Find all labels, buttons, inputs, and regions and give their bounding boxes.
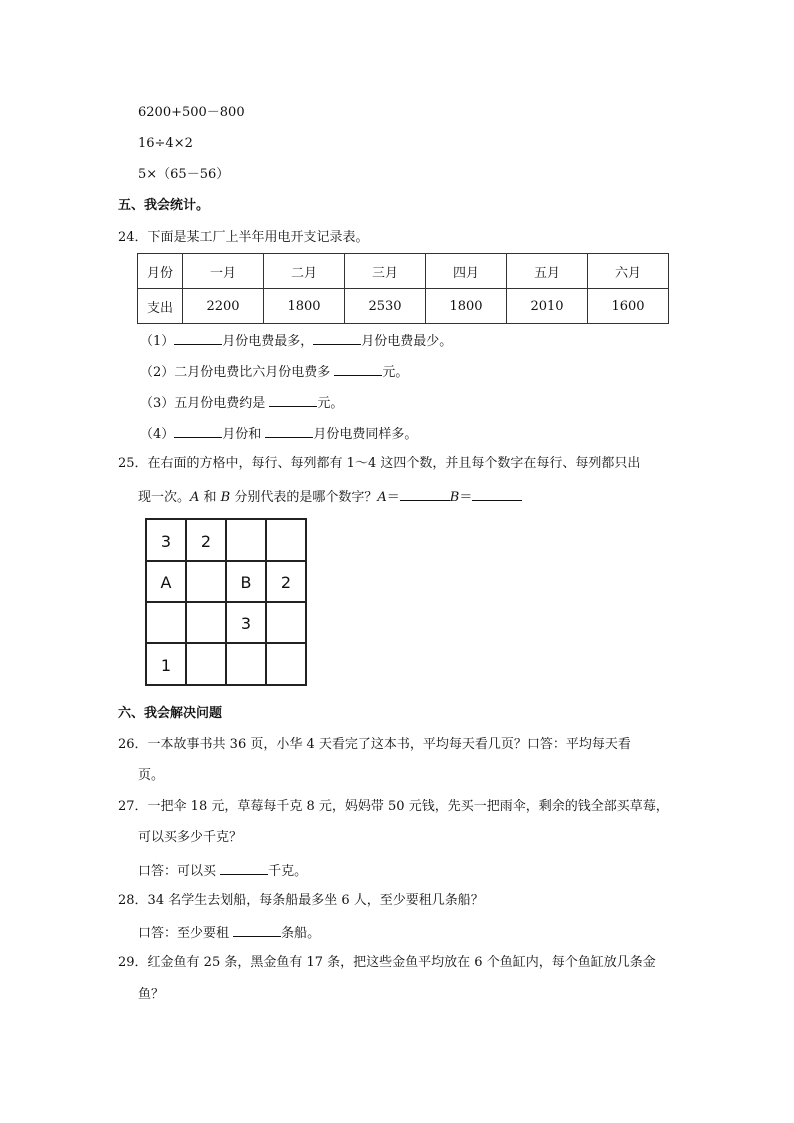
q27-line2: 可以买多少千克？ [138, 830, 243, 845]
table-month: 一月 [183, 254, 264, 289]
q29-line2: 鱼？ [138, 987, 165, 1002]
q24-stem: 24．下面是某工厂上半年用电开支记录表。 [118, 230, 369, 245]
table-value: 1600 [588, 289, 669, 324]
grid-cell: 3 [160, 531, 172, 551]
table-value: 2530 [345, 289, 426, 324]
section-5-title: 五、我会统计。 [118, 198, 210, 213]
section-6-title: 六、我会解决问题 [118, 706, 223, 721]
q25-line2: 现一次。A 和 B 分别代表的是哪个数字？A＝ B＝ [138, 487, 522, 507]
answer-blank-a[interactable] [400, 487, 450, 501]
q29-line1: 29．红金鱼有 25 条，黑金鱼有 17 条，把这些金鱼平均放在 6 个鱼缸内，每个鱼缸放几条金 [118, 955, 656, 970]
expression-2: 16÷4×2 [138, 136, 193, 151]
answer-blank[interactable] [334, 362, 382, 376]
answer-blank[interactable] [233, 923, 281, 937]
table-month: 五月 [507, 254, 588, 289]
table-row [138, 289, 669, 324]
table-value: 2200 [183, 289, 264, 324]
q24-sub1: （1） 月份电费最多， 月份电费最少。 [140, 331, 452, 351]
expression-3: 5×（65－56） [138, 167, 230, 182]
grid-cell: B [240, 572, 252, 592]
answer-blank[interactable] [174, 424, 222, 438]
q24-sub4: （4） 月份和 月份电费同样多。 [140, 424, 417, 444]
grid-cell: 1 [160, 655, 172, 675]
table-header-row [138, 254, 669, 289]
number-grid [145, 518, 307, 686]
answer-blank[interactable] [269, 393, 317, 407]
grid-cell: 3 [240, 613, 252, 633]
q28-answer: 口答：至少要租 条船。 [138, 923, 320, 943]
answer-blank[interactable] [220, 861, 268, 875]
table-month: 四月 [426, 254, 507, 289]
grid-cell: A [160, 572, 172, 592]
q24-sub2: （2）二月份电费比六月份电费多 元。 [140, 362, 408, 382]
q27-answer: 口答：可以买 千克。 [138, 861, 307, 881]
grid-cell: 2 [200, 531, 212, 551]
q25-line1: 25．在右面的方格中，每行、每列都有 1～4 这四个数，并且每个数字在每行、每列都只出 [118, 456, 641, 471]
q27-line1: 27．一把伞 18 元，草莓每千克 8 元，妈妈带 50 元钱，先买一把雨伞，剩余的钱全部买草莓， [118, 799, 669, 814]
table-month: 六月 [588, 254, 669, 289]
table-value: 1800 [426, 289, 507, 324]
table-header-label: 月份 [138, 254, 183, 289]
expense-table [137, 253, 669, 324]
answer-blank[interactable] [174, 331, 222, 345]
table-row-label: 支出 [138, 289, 183, 324]
table-value: 2010 [507, 289, 588, 324]
answer-blank[interactable] [265, 424, 313, 438]
q28-line1: 28．34 名学生去划船，每条船最多坐 6 人，至少要租几条船？ [118, 893, 484, 908]
expression-1: 6200+500－800 [138, 105, 245, 120]
grid-cell: 2 [280, 572, 292, 592]
q24-sub3: （3）五月份电费约是 元。 [140, 393, 343, 413]
q26-line2: 页。 [138, 768, 165, 783]
q26-line1: 26．一本故事书共 36 页，小华 4 天看完了这本书，平均每天看几页？口答：平均每天看 [118, 737, 631, 752]
table-month: 二月 [264, 254, 345, 289]
answer-blank[interactable] [313, 331, 361, 345]
table-value: 1800 [264, 289, 345, 324]
table-month: 三月 [345, 254, 426, 289]
answer-blank-b[interactable] [472, 487, 522, 501]
